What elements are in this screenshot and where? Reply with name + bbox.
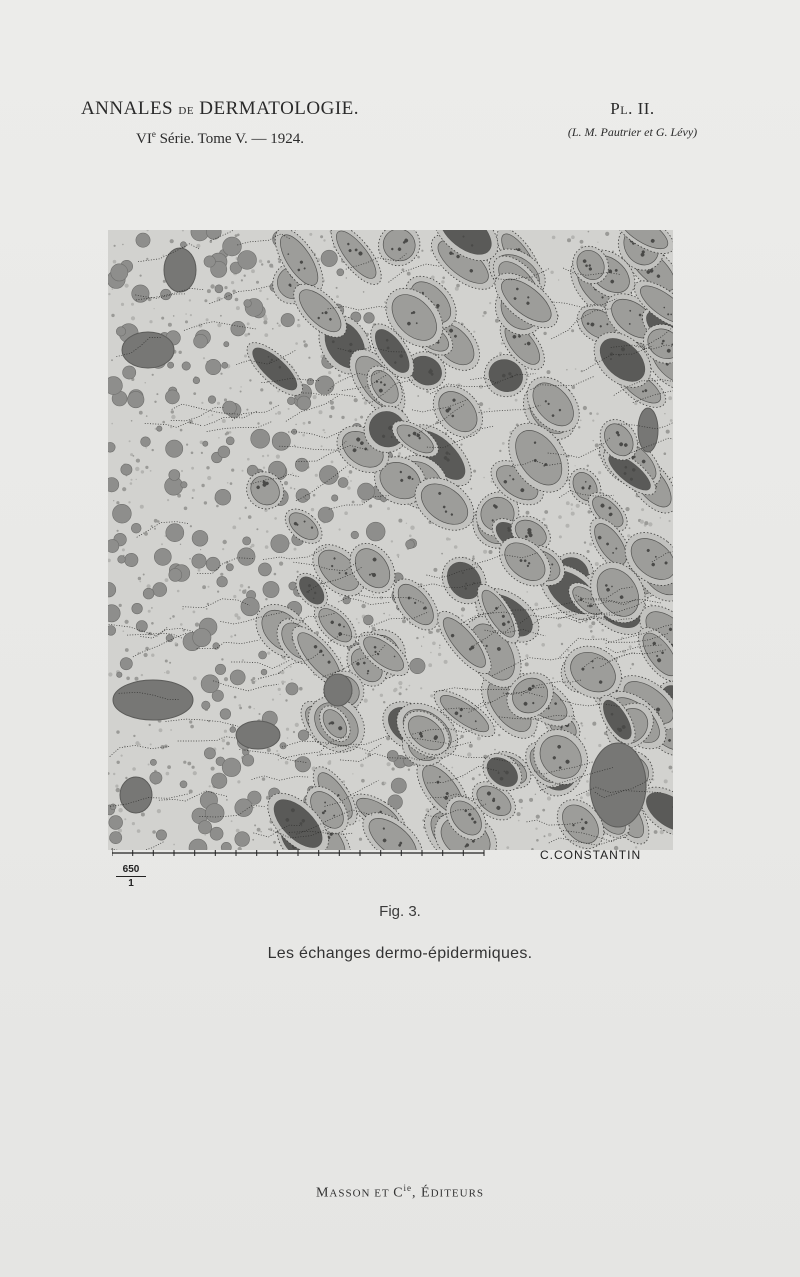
figure-caption: Les échanges dermo-épidermiques. — [267, 945, 533, 962]
histology-illustration — [108, 230, 673, 850]
publisher-imprint: MASSON ET $C^{ie}$, ÉDITEURS — [315, 1183, 485, 1201]
plate-number: PL. II. — [610, 99, 655, 118]
journal-header — [70, 98, 370, 149]
series-volume-line: VIe Série. Tome V. — 1924. — [136, 129, 304, 147]
scale-bar — [112, 848, 492, 860]
journal-title: ANNALES DE DERMATOLOGIE. — [80, 98, 360, 119]
tissue-drawing — [108, 230, 673, 850]
figure-number: Fig. 3. — [379, 903, 421, 920]
artist-signature: C.CONSTANTIN — [540, 848, 642, 862]
plate-header — [535, 98, 730, 141]
plate-authors: (L. M. Pautrier et G. Lévy) — [567, 125, 698, 139]
magnification-fraction: $\frac{650}{1}$ — [116, 864, 146, 889]
